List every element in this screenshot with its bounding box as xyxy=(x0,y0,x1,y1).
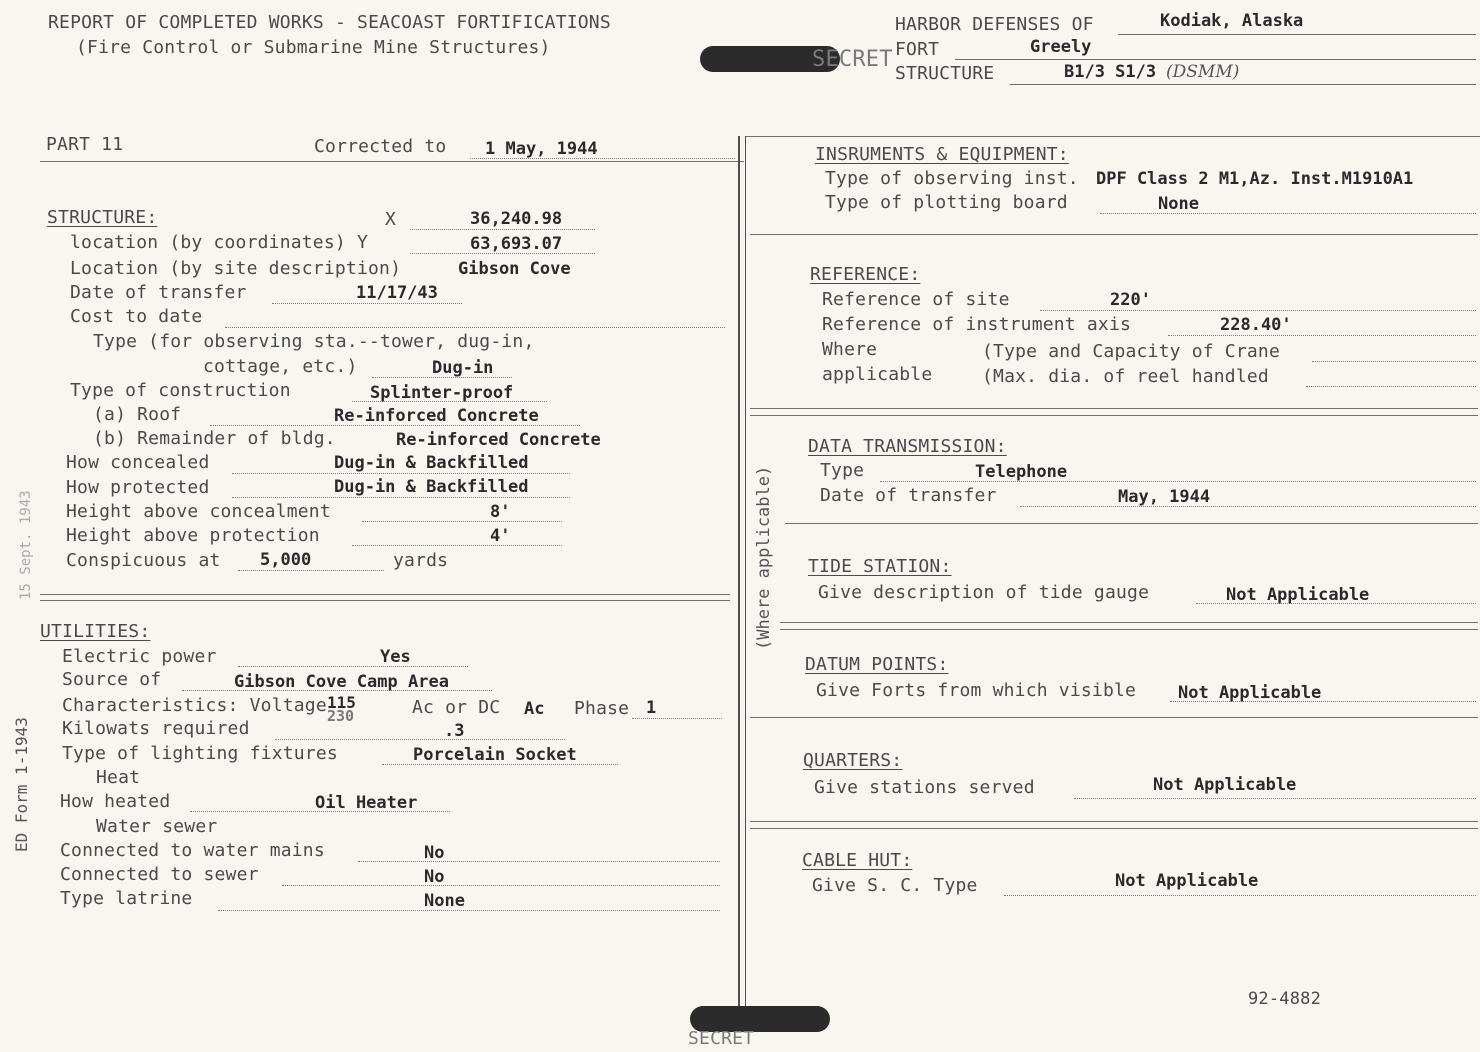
axis-line xyxy=(1168,335,1476,336)
center-rule-left xyxy=(738,136,740,1006)
protected-value: Dug-in & Backfilled xyxy=(334,477,529,497)
characteristics-label: Characteristics: Voltage xyxy=(62,695,327,716)
structure-line xyxy=(1010,84,1476,85)
structure-heading: STRUCTURE: xyxy=(47,207,158,228)
acdc-value: Ac xyxy=(524,699,545,719)
concealed-value: Dug-in & Backfilled xyxy=(334,453,529,473)
heated-value: Oil Heater xyxy=(315,793,418,813)
type-value: Dug-in xyxy=(432,358,494,378)
corrected-label: Corrected to xyxy=(314,136,447,157)
harbor-value: Kodiak, Alaska xyxy=(1160,11,1304,31)
part-label: PART 11 xyxy=(46,134,124,155)
where-label: Where xyxy=(822,339,878,360)
plotting-line xyxy=(1100,213,1476,214)
y-value: 63,693.07 xyxy=(470,234,563,254)
heated-label: How heated xyxy=(60,791,171,812)
site-line xyxy=(1040,310,1476,311)
lighting-label: Type of lighting fixtures xyxy=(62,743,338,764)
harbor-label: HARBOR DEFENSES OF xyxy=(895,14,1094,35)
conspicuous-unit: yards xyxy=(393,550,449,571)
cable-heading: CABLE HUT: xyxy=(802,850,913,871)
fort-value: Greely xyxy=(1030,37,1092,57)
plotting-label: Type of plotting board xyxy=(825,192,1068,213)
axis-label: Reference of instrument axis xyxy=(822,314,1132,335)
latrine-label: Type latrine xyxy=(60,888,193,909)
right-top-rule xyxy=(745,136,1480,137)
remainder-value: Re-inforced Concrete xyxy=(396,430,601,450)
reel-line xyxy=(1306,386,1476,387)
transmission-date-value: May, 1944 xyxy=(1118,487,1211,507)
tide-heading: TIDE STATION: xyxy=(808,556,952,577)
phase-label: Phase xyxy=(574,698,630,719)
structure-value: B1/3 S1/3 xyxy=(1064,62,1157,82)
axis-value: 228.40' xyxy=(1220,315,1292,335)
latrine-value: None xyxy=(424,891,465,911)
date-transfer-label: Date of transfer xyxy=(70,282,247,303)
cable-sc-line xyxy=(1004,895,1476,896)
utilities-heading: UTILITIES: xyxy=(40,621,151,642)
loc-site-label: Location (by site description) xyxy=(70,258,402,279)
tide-desc-value: Not Applicable xyxy=(1226,585,1370,605)
water-mains-line xyxy=(358,861,720,862)
voltage-value-1: 115 xyxy=(327,693,356,712)
h-concealment-line xyxy=(362,521,562,522)
heat-label: Heat xyxy=(96,767,141,788)
sewer-label: Connected to sewer xyxy=(60,864,259,885)
datum-forts-label: Give Forts from which visible xyxy=(816,680,1137,701)
form-subtitle: (Fire Control or Submarine Mine Structures) xyxy=(76,37,551,58)
margin-form-label: ED Form 1-1943 xyxy=(12,717,31,852)
h-concealment-label: Height above concealment xyxy=(66,501,331,522)
cost-line xyxy=(225,327,725,328)
source-value: Gibson Cove Camp Area xyxy=(234,672,449,692)
datum-rule-2 xyxy=(780,629,1478,630)
datum-forts-value: Not Applicable xyxy=(1178,683,1322,703)
left-top-rule xyxy=(40,161,744,162)
secret-stamp: SECRET xyxy=(812,47,893,72)
fort-label: FORT xyxy=(895,39,940,60)
transmission-rule xyxy=(750,408,1478,409)
construction-label: Type of construction xyxy=(70,380,291,401)
center-rule-right xyxy=(745,136,746,1006)
sewer-line xyxy=(282,885,720,886)
structure-handwritten: (DSMM) xyxy=(1166,62,1240,82)
cost-label: Cost to date xyxy=(70,306,203,327)
utilities-rule-2 xyxy=(40,600,730,601)
date-transfer-value: 11/17/43 xyxy=(356,283,438,303)
roof-value: Re-inforced Concrete xyxy=(334,406,539,426)
loc-site-value: Gibson Cove xyxy=(458,259,571,279)
conspicuous-label: Conspicuous at xyxy=(66,550,221,571)
cable-rule-2 xyxy=(750,828,1478,829)
h-protection-label: Height above protection xyxy=(66,525,320,546)
sewer-value: No xyxy=(424,867,445,887)
cable-rule xyxy=(750,821,1478,822)
latrine-line xyxy=(218,910,720,911)
electric-value: Yes xyxy=(380,647,411,667)
where-applicable-label: (Where applicable) xyxy=(754,465,774,650)
voltage-value-2: 230 xyxy=(327,707,355,725)
protected-label: How protected xyxy=(66,477,210,498)
site-label: Reference of site xyxy=(822,289,1010,310)
type-label-1: Type (for observing sta.--tower, dug-in, xyxy=(93,331,535,352)
datum-heading: DATUM POINTS: xyxy=(805,654,949,675)
water-mains-value: No xyxy=(424,843,445,863)
concealed-label: How concealed xyxy=(66,452,210,473)
tide-desc-label: Give description of tide gauge xyxy=(818,582,1150,603)
document-number: 92-4882 xyxy=(1248,989,1322,1009)
structure-label: STRUCTURE xyxy=(895,63,995,84)
quarters-rule xyxy=(750,717,1478,718)
type-label-2: cottage, etc.) xyxy=(203,356,358,377)
quarters-stations-line xyxy=(1074,798,1476,799)
conspicuous-value: 5,000 xyxy=(260,550,312,570)
roof-label: (a) Roof xyxy=(93,404,182,425)
construction-value: Splinter-proof xyxy=(370,383,514,403)
quarters-stations-value: Not Applicable xyxy=(1153,775,1297,795)
form-title: REPORT OF COMPLETED WORKS - SEACOAST FORTIFICATIONS xyxy=(48,12,611,33)
datum-rule xyxy=(780,622,1478,623)
margin-date-label: 15 Sept. 1943 xyxy=(18,490,34,600)
h-protection-line xyxy=(352,545,562,546)
remainder-label: (b) Remainder of bldg. xyxy=(93,428,336,449)
electric-line xyxy=(238,666,468,667)
observing-value: DPF Class 2 M1,Az. Inst.M1910A1 xyxy=(1096,169,1414,189)
x-label: X xyxy=(385,209,397,230)
transmission-type-label: Type xyxy=(820,460,865,481)
cable-sc-label: Give S. C. Type xyxy=(812,875,978,896)
applicable-label: applicable xyxy=(822,364,933,385)
phase-value: 1 xyxy=(646,698,657,718)
kw-label: Kilowats required xyxy=(62,718,250,739)
source-label: Source of xyxy=(62,669,162,690)
transmission-date-line xyxy=(1020,506,1476,507)
harbor-line xyxy=(1118,34,1476,35)
crane-line xyxy=(1312,361,1476,362)
crane-label: (Type and Capacity of Crane xyxy=(982,341,1280,362)
transmission-date-label: Date of transfer xyxy=(820,485,997,506)
utilities-rule xyxy=(40,594,730,595)
observing-label: Type of observing inst. xyxy=(825,168,1079,189)
kw-value: .3 xyxy=(444,721,465,741)
quarters-stations-label: Give stations served xyxy=(814,777,1035,798)
quarters-heading: QUARTERS: xyxy=(803,750,903,771)
transmission-rule-2 xyxy=(750,415,1478,416)
corrected-value: 1 May, 1944 xyxy=(485,139,598,159)
kw-line xyxy=(275,739,565,740)
cable-sc-value: Not Applicable xyxy=(1115,871,1259,891)
footer-secret-stamp: SECRET xyxy=(688,1028,755,1049)
h-protection-value: 4' xyxy=(490,526,511,546)
water-label: Water sewer xyxy=(96,816,218,837)
phase-line xyxy=(632,718,722,719)
instruments-heading: INSRUMENTS & EQUIPMENT: xyxy=(815,144,1069,165)
fort-line xyxy=(955,59,1476,60)
h-concealment-value: 8' xyxy=(490,502,511,522)
transmission-type-line xyxy=(880,481,1476,482)
loc-coords-label: location (by coordinates) Y xyxy=(70,232,368,253)
plotting-value: None xyxy=(1158,194,1199,214)
electric-label: Electric power xyxy=(62,646,217,667)
x-value: 36,240.98 xyxy=(470,209,563,229)
acdc-label: Ac or DC xyxy=(412,697,501,718)
water-mains-label: Connected to water mains xyxy=(60,840,325,861)
reference-heading: REFERENCE: xyxy=(810,264,921,285)
tide-rule xyxy=(785,523,1478,524)
lighting-value: Porcelain Socket xyxy=(413,745,577,765)
site-value: 220' xyxy=(1110,290,1151,310)
reel-label: (Max. dia. of reel handled xyxy=(982,366,1269,387)
transmission-type-value: Telephone xyxy=(975,462,1068,482)
reference-rule xyxy=(750,234,1478,235)
transmission-heading: DATA TRANSMISSION: xyxy=(808,436,1007,457)
